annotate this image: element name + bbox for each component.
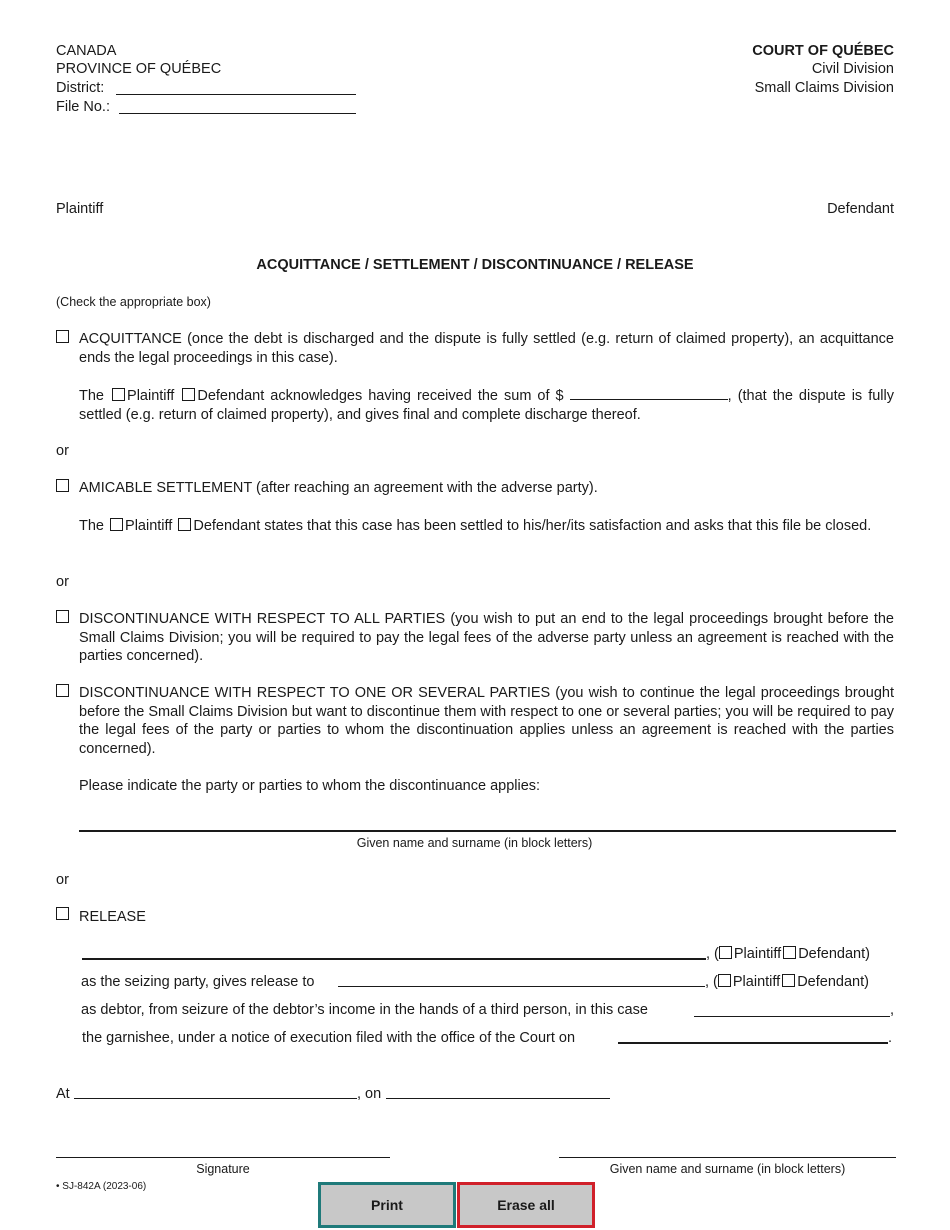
seizing-party-field[interactable] [82,958,706,960]
seizing-plaintiff-checkbox[interactable] [719,946,732,959]
debtor-plaintiff-label: Plaintiff [732,974,781,990]
settlement-text: AMICABLE SETTLEMENT (after reaching an agreement with the adverse party). [79,480,598,496]
form-code: • SJ-842A (2023-06) [56,1181,147,1192]
court-name: COURT OF QUÉBEC [752,43,894,59]
acquittance-defendant-text: Defendant acknowledges having received the sum of $ [197,388,564,404]
print-button[interactable]: Print [318,1182,456,1228]
seizing-plaintiff-label: Plaintiff [733,946,782,962]
release-row-2 [705,973,869,991]
place-field[interactable] [74,1098,357,1099]
acquittance-plaintiff-checkbox[interactable] [112,388,125,401]
or-separator-1: or [56,443,69,459]
settlement-defendant-checkbox[interactable] [178,518,191,531]
division-label: Civil Division [811,61,894,77]
release-label: RELEASE [79,909,146,925]
settlement-plaintiff-checkbox[interactable] [110,518,123,531]
signer-name-caption: Given name and surname (in block letters) [609,1162,846,1176]
debtor-defendant-checkbox[interactable] [782,974,795,987]
discontinuance-party-field[interactable] [79,830,896,832]
acquittance-text: ACQUITTANCE (once the debt is discharged and the dispute is fully settled (e.g. return of claimed property), an acquittance ends the legal proceedings in this case). [79,331,894,366]
release-open-paren-2: , ( [705,974,718,990]
instruction-text: (Check the appropriate box) [56,295,211,309]
discontinuance-some-text: DISCONTINUANCE WITH RESPECT TO ONE OR SEVERAL PARTIES (you wish to continue the legal proceedings brought before the Small Claims Division but want to discontinue them with respect to one or several parties; you will be required to pay the legal fees of the party or parties to whom the discontinuation applies unless an agreement is reached with the parties concerned). [79,685,894,757]
settlement-the: The [79,518,104,534]
district-field[interactable] [116,94,356,95]
acquittance-checkbox[interactable] [56,330,69,343]
acquittance-statement [79,386,894,424]
debtor-plaintiff-checkbox[interactable] [718,974,731,987]
seizing-defendant-checkbox[interactable] [783,946,796,959]
or-separator-3: or [56,872,69,888]
district-label: District: [56,80,105,96]
subdivision-label: Small Claims Division [754,80,894,96]
discontinuance-all-text: DISCONTINUANCE WITH RESPECT TO ALL PARTIES (you wish to put an end to the legal proceedings brought before the Small Claims Division; you will be required to pay the legal fees of the adverse party unless an agreement is reached with the parties concerned). [79,611,894,664]
settlement-checkbox[interactable] [56,479,69,492]
garnishee-text: the garnishee, under a notice of execution filed with the office of the Court on [82,1030,576,1046]
discontinuance-all-checkbox[interactable] [56,610,69,623]
seizing-defendant-label: Defendant) [798,946,870,962]
acquittance-tail: , (that the dispute is fully settled (e.g. return of claimed property), and gives final and complete discharge thereof. [79,388,894,423]
seizing-text: as the seizing party, gives release to [81,974,315,990]
discontinuance-some-checkbox[interactable] [56,684,69,697]
debtor-text: as debtor, from seizure of the debtor’s income in the hands of a third person, in this case [81,1002,648,1018]
file-number-label: File No.: [56,99,110,115]
debtor-defendant-label: Defendant) [797,974,869,990]
on-label: , on [357,1086,382,1102]
signature-caption: Signature [196,1162,250,1176]
settlement-statement [79,517,894,536]
execution-date-field[interactable] [618,1042,888,1044]
signature-line[interactable] [56,1157,390,1158]
settlement-plaintiff-label: Plaintiff [125,518,173,534]
release-checkbox[interactable] [56,907,69,920]
form-title: ACQUITTANCE / SETTLEMENT / DISCONTINUANCE / RELEASE [256,257,694,273]
defendant-label: Defendant [827,201,894,217]
discontinuance-name-caption: Given name and surname (in block letters) [356,836,593,850]
release-row-1 [706,945,870,963]
file-number-field[interactable] [119,113,356,114]
sum-field[interactable] [570,386,728,400]
garnishee-field[interactable] [694,1016,890,1017]
settlement-defendant-text: Defendant states that this case has been settled to his/her/its satisfaction and asks that this file be closed. [193,518,872,534]
garnishee-period: . [888,1030,893,1046]
at-label: At [56,1086,70,1102]
signer-name-line[interactable] [559,1157,896,1158]
acquittance-plaintiff-label: Plaintiff [127,388,175,404]
province-label: PROVINCE OF QUÉBEC [56,61,222,77]
release-open-paren-1: , ( [706,946,719,962]
debtor-comma: , [890,1002,895,1018]
acquittance-the: The [79,388,104,404]
discontinuance-indicate-text: Please indicate the party or parties to whom the discontinuance applies: [79,778,541,794]
plaintiff-label: Plaintiff [56,201,104,217]
or-separator-2: or [56,574,69,590]
country-label: CANADA [56,43,117,59]
acquittance-defendant-checkbox[interactable] [182,388,195,401]
date-field[interactable] [386,1098,610,1099]
erase-all-button[interactable]: Erase all [457,1182,595,1228]
debtor-field[interactable] [338,986,705,987]
